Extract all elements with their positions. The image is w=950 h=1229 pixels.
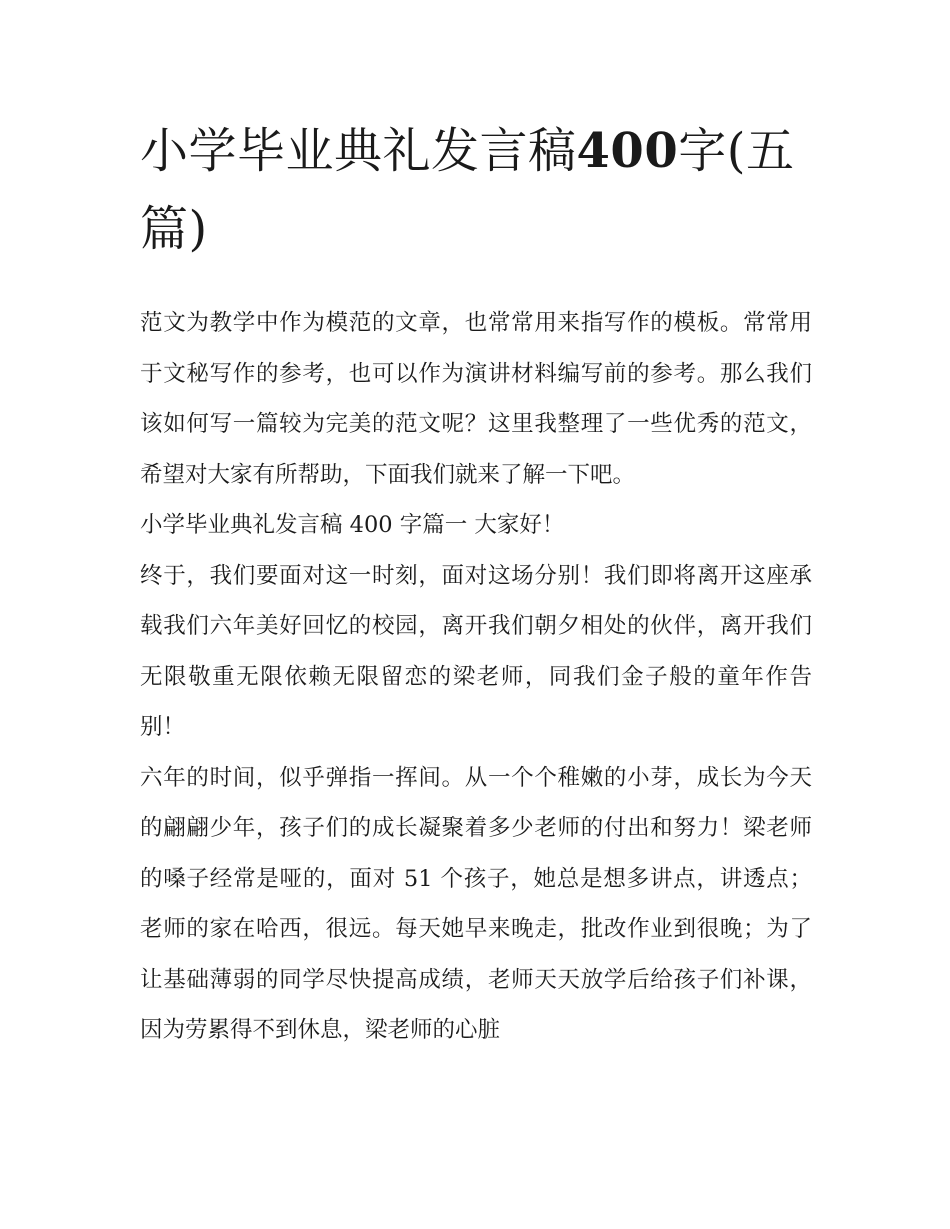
document-page <box>140 112 812 1056</box>
title-text: 小学毕业典礼发言稿 <box>140 123 577 179</box>
body-paragraph: 六年的时间，似乎弹指一挥间。从一个个稚嫩的小芽，成长为今天的翩翩少年，孩子们的成长凝聚着多少老师的付出和努力！梁老师的嗓子经常是哑的，面对 51 个孩子，她总是想多讲点，讲透点；老师的家在哈西，很远。每天她早来晚走，批改作业到很晚；为了让基础薄弱的同学尽快提高成绩，老师天天放学后给孩子们补课，因为劳累得不到休息，梁老师的心脏 <box>140 764 812 1043</box>
intro-paragraph: 范文为教学中作为模范的文章，也常常用来指写作的模板。常常用于文秘写作的参考，也可以作为演讲材料编写前的参考。那么我们该如何写一篇较为完美的范文呢？这里我整理了一些优秀的范文，希望对大家有所帮助，下面我们就来了解一下吧。 <box>140 310 812 488</box>
document-body <box>140 298 812 1056</box>
document-title <box>140 112 812 268</box>
section-heading: 小学毕业典礼发言稿 400 字篇一 大家好！ <box>140 512 565 538</box>
title-number: 400 <box>576 123 679 179</box>
title-suffix: 字(五篇) <box>140 123 795 257</box>
body-paragraph: 终于，我们要面对这一时刻，面对这场分别！我们即将离开这座承载我们六年美好回忆的校园，离开我们朝夕相处的伙伴，离开我们无限敬重无限依赖无限留恋的梁老师，同我们金子般的童年作告别！ <box>140 562 812 740</box>
